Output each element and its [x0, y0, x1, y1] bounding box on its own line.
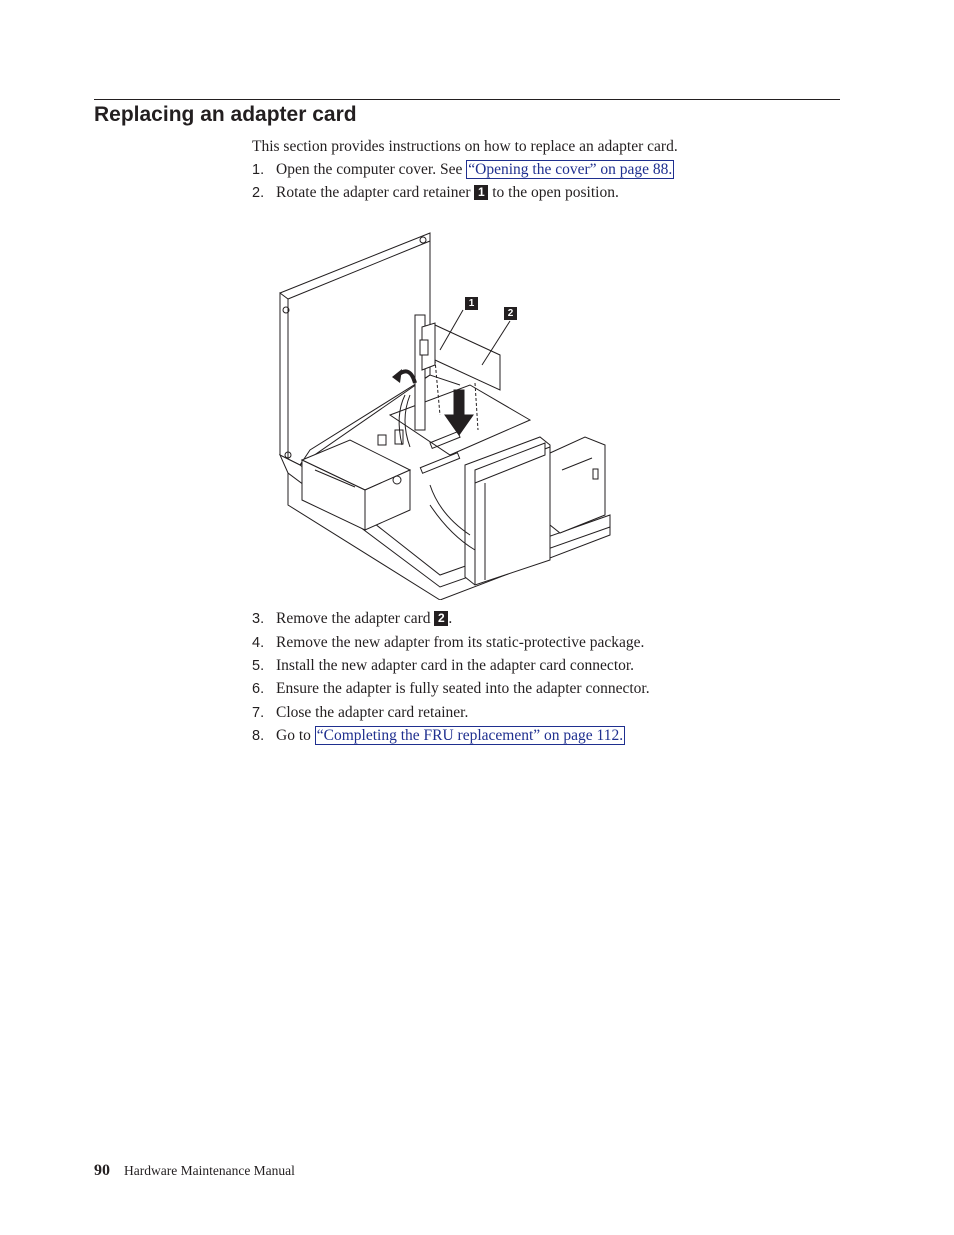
- step-1: [252, 159, 674, 181]
- step-text: Remove the adapter card: [276, 610, 435, 627]
- step-6: [252, 678, 650, 700]
- step-number: 2.: [252, 185, 265, 201]
- step-text: Close the adapter card retainer.: [276, 704, 469, 721]
- intro-text: This section provides instructions on how to replace an adapter card.: [252, 138, 678, 155]
- step-number: 7.: [252, 705, 265, 721]
- completing-fru-link[interactable]: “Completing the FRU replacement” on page 112.: [316, 727, 624, 744]
- figure-callout-1: 1: [465, 297, 478, 310]
- step-text-end: .: [448, 610, 453, 627]
- step-text: Go to: [276, 727, 315, 744]
- page-footer: [94, 1162, 295, 1180]
- step-number: 1.: [252, 162, 265, 178]
- step-text-end: to the open position.: [488, 184, 619, 201]
- step-text: Rotate the adapter card retainer: [276, 184, 475, 201]
- page-number: 90: [94, 1162, 110, 1179]
- page-title: Replacing an adapter card: [94, 103, 357, 126]
- computer-chassis-drawing: [270, 215, 620, 600]
- step-number: 4.: [252, 635, 265, 651]
- step-7: [252, 702, 468, 724]
- step-text: Ensure the adapter is fully seated into the adapter connector.: [276, 680, 650, 697]
- step-text: Install the new adapter card in the adapter card connector.: [276, 657, 635, 674]
- adapter-card-illustration: [270, 215, 620, 600]
- step-5: [252, 655, 634, 677]
- step-2: [252, 182, 619, 204]
- figure-callout-2: 2: [504, 307, 517, 320]
- step-number: 5.: [252, 658, 265, 674]
- step-8: [252, 725, 625, 747]
- step-number: 6.: [252, 681, 265, 697]
- callout-badge: 1: [474, 185, 488, 200]
- manual-title: Hardware Maintenance Manual: [124, 1163, 295, 1178]
- title-rule: [94, 99, 840, 100]
- step-text: Open the computer cover. See: [276, 161, 467, 178]
- step-4: [252, 632, 644, 654]
- step-number: 3.: [252, 611, 265, 627]
- opening-cover-link[interactable]: “Opening the cover” on page 88.: [468, 161, 673, 178]
- step-3: [252, 608, 452, 630]
- callout-badge: 2: [434, 611, 448, 626]
- step-text: Remove the new adapter from its static-protective package.: [276, 634, 645, 651]
- step-number: 8.: [252, 728, 265, 744]
